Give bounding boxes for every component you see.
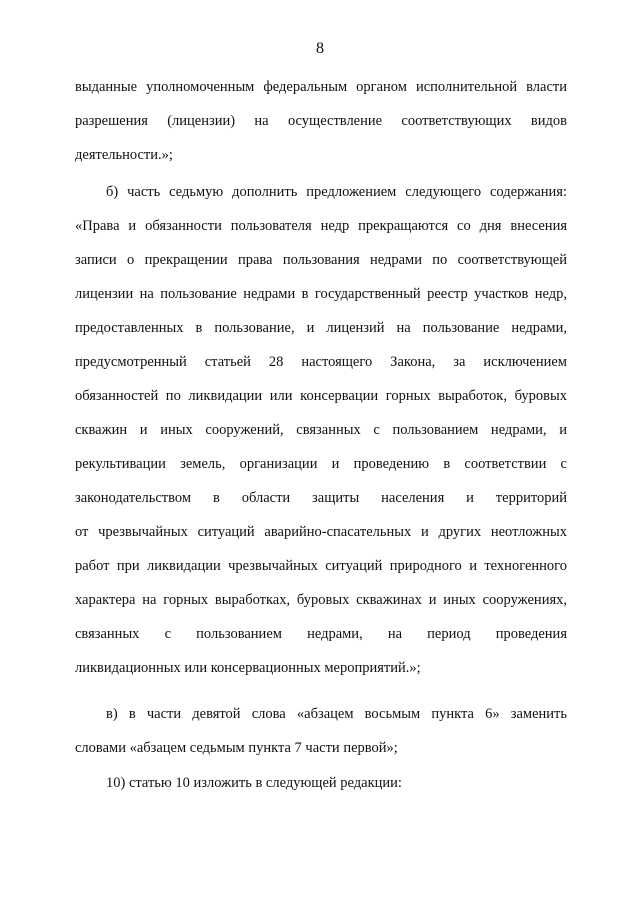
text-line: словами «абзацем седьмым пункта 7 части первой»; [75,740,398,756]
text-line: лицензии на пользование недрами в государственный реестр участков недр, [75,286,567,302]
paragraph-item-10 [75,766,567,800]
text-line: связанных с пользованием недрами, на период проведения [75,626,567,642]
text-line: 10) статью 10 изложить в следующей редакции: [106,775,402,791]
paragraph-continuation [75,70,567,172]
text-line: в) в части девятой слова «абзацем восьмым пункта 6» заменить [106,706,567,722]
text-line: «Права и обязанности пользователя недр прекращаются со дня внесения [75,218,567,234]
text-line: работ при ликвидации чрезвычайных ситуаций природного и техногенного [75,558,567,574]
text-line: скважин и иных сооружений, связанных с пользованием недрами, и [75,422,567,438]
text-line: ликвидационных или консервационных мероприятий.»; [75,660,421,676]
text-line: разрешения (лицензии) на осуществление соответствующих видов [75,113,567,129]
text-line: выданные уполномоченным федеральным органом исполнительной власти [75,79,567,95]
text-line: предоставленных в пользование, и лицензий на пользование недрами, [75,320,567,336]
text-line: от чрезвычайных ситуаций аварийно-спасательных и других неотложных [75,524,567,540]
text-line: предусмотренный статьей 28 настоящего Закона, за исключением [75,354,567,370]
text-line: обязанностей по ликвидации или консервации горных выработок, буровых [75,388,567,404]
page-number: 8 [316,40,324,57]
text-line: рекультивации земель, организации и проведению в соответствии с [75,456,567,472]
paragraph-item-v [75,697,567,765]
paragraph-item-b [75,175,567,685]
text-line: б) часть седьмую дополнить предложением следующего содержания: [106,184,567,200]
text-line: законодательством в области защиты населения и территорий [75,490,567,506]
text-line: записи о прекращении права пользования недрами по соответствующей [75,252,567,268]
text-line: деятельности.»; [75,147,173,163]
text-line: характера на горных выработках, буровых скважинах и иных сооружениях, [75,592,567,608]
